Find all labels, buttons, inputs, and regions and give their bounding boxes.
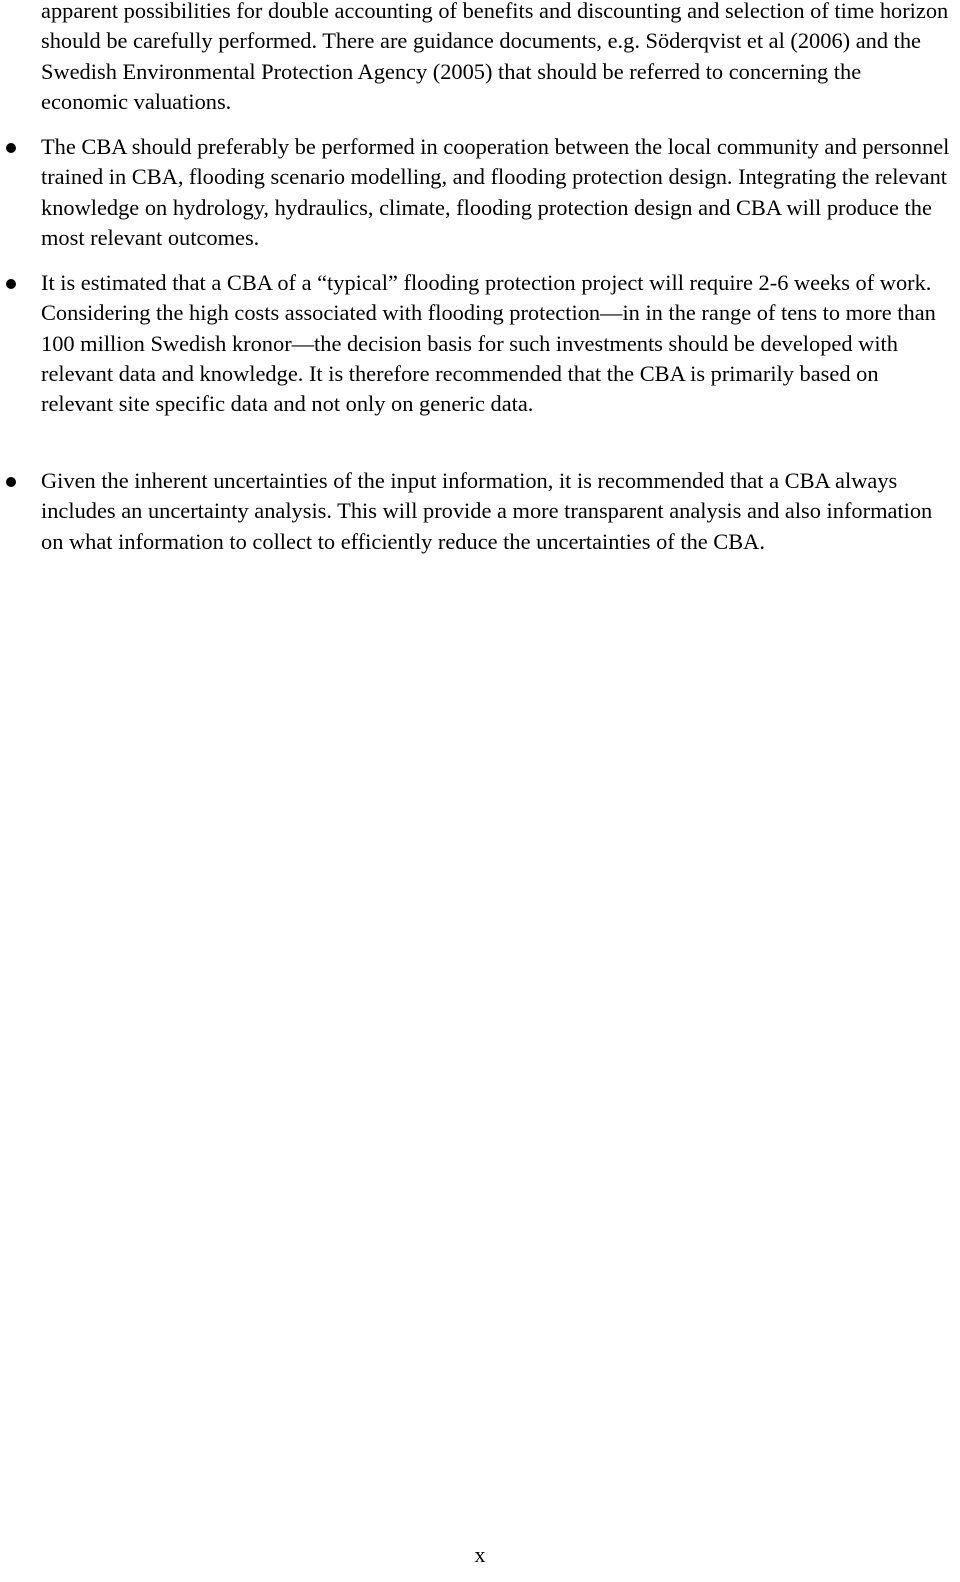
bullet-icon bbox=[6, 279, 16, 289]
bullet-icon bbox=[6, 477, 16, 487]
bullet-text: Given the inherent uncertainties of the input information, it is recommended that a CBA always includes an uncertainty analysis. This will provide a more transparent analysis and also information on what information to collect to efficiently reduce the uncertainties of the CBA. bbox=[41, 468, 933, 554]
bullet-text: The CBA should preferably be performed in cooperation between the local community and personnel trained in CBA, flooding scenario modelling, and flooding protection design. Integrating the relevant knowledge on hydrology, hydraulics, climate, flooding protection design and CBA will produce the most relevant outcomes. bbox=[41, 134, 950, 250]
continuation-paragraph: apparent possibilities for double accounting of benefits and discounting and selection of time horizon should be carefully performed. There are guidance documents, e.g. Söderqvist et al (2006) and the Swedish Environmental Protection Agency (2005) that should be referred to concerning the economic valuations. bbox=[41, 0, 949, 114]
page-number: x bbox=[474, 1542, 486, 1567]
bullet-text: It is estimated that a CBA of a “typical” flooding protection project will require 2-6 weeks of work. Considering the high costs associated with flooding protection—in in the range of tens to more than 100 million Swedish kronor—the decision basis for such investments should be developed with relevant data and knowledge. It is therefore recommended that the CBA is primarily based on relevant site specific data and not only on generic data. bbox=[41, 270, 936, 417]
bullet-icon bbox=[6, 143, 16, 153]
